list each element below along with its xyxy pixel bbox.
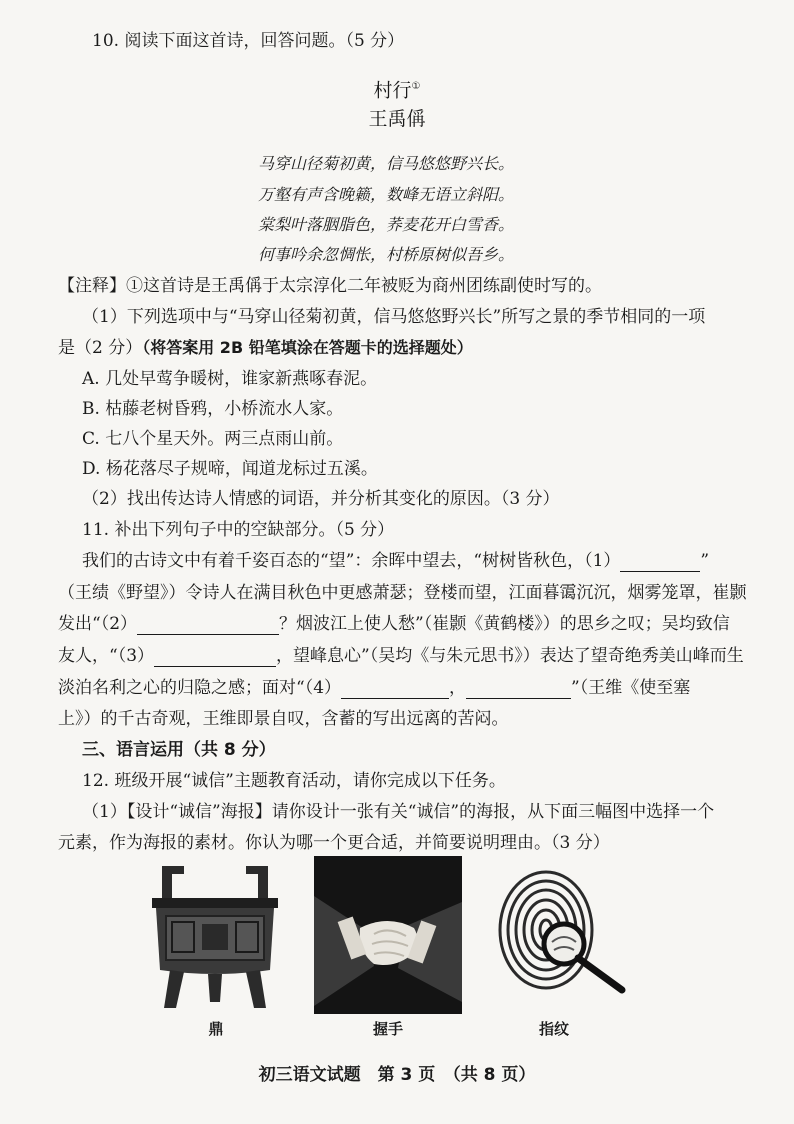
poem-line: 棠梨叶落胭脂色，荞麦花开白雪香。 — [258, 215, 515, 234]
q11-line-2: （王绩《野望》）令诗人在满目秋色中更感萧瑟；登楼而望，江面暮霭沉沉，烟雾笼罩，崔颢 — [58, 583, 747, 603]
answer-blank-4a[interactable] — [341, 680, 449, 699]
q11-text: ？烟波江上使人愁”（崔颢《黄鹤楼》）的思乡之叹；吴均致信 — [279, 614, 730, 634]
question-12-task-1: （1）【设计“诚信”海报】请你设计一张有关“诚信”的海报，从下面三幅图中选择一个 — [82, 802, 715, 822]
annotation: 【注释】①这首诗是王禹偁于太宗淳化二年被贬为商州团练副使时写的。 — [58, 276, 602, 296]
answer-instruction: （将答案用 2B 铅笔填涂在答题卡的选择题处） — [142, 338, 473, 357]
figure-caption-fingerprint: 指纹 — [538, 1020, 569, 1038]
poem-title — [0, 76, 794, 101]
option-a: A. 几处早莺争暖树，谁家新燕啄春泥。 — [82, 369, 378, 389]
q11-text: 我们的古诗文中有着千姿百态的“望”：余晖中望去，“树树皆秋色，（1） — [82, 551, 621, 571]
q11-line-3 — [58, 613, 730, 635]
answer-blank-2[interactable] — [137, 616, 279, 635]
poem-line: 何事吟余忽惆怅，村桥原树似吾乡。 — [258, 245, 515, 264]
question-score: 是（2 分） — [58, 338, 143, 358]
poem-author: 王禹偁 — [368, 108, 426, 130]
question-10-2: （2）找出传达诗人情感的词语，并分析其变化的原因。（3 分） — [82, 489, 560, 509]
poem-line: 万壑有声含晚籁，数峰无语立斜阳。 — [258, 185, 515, 204]
q11-line-6: 上》）的千古奇观，王维即景自叹，含蓄的写出远离的苦闷。 — [58, 709, 509, 729]
q11-text: ”（王维《使至塞 — [571, 678, 691, 698]
question-11-header: 11. 补出下列句子中的空缺部分。（5 分） — [82, 520, 395, 540]
q11-text: ，望峰息心”（吴均《与朱元思书》）表达了望奇绝秀美山峰而生 — [276, 646, 744, 666]
handshake-icon — [314, 856, 462, 1014]
answer-blank-3[interactable] — [154, 648, 276, 667]
option-c: C. 七八个星天外。两三点雨山前。 — [82, 429, 344, 449]
q11-text: ， — [449, 678, 467, 698]
question-12-task-1-cont: 元素，作为海报的素材。你认为哪一个更合适，并简要说明理由。（3 分） — [58, 833, 610, 853]
q11-text: 淡泊名利之心的归隐之感；面对“（4） — [58, 678, 342, 698]
footnote-mark: ① — [411, 81, 421, 92]
question-12-header: 12. 班级开展“诚信”主题教育活动，请你完成以下任务。 — [82, 771, 506, 791]
answer-blank-4b[interactable] — [466, 680, 571, 699]
q11-text: ” — [700, 551, 710, 571]
question-10-1-cont — [58, 337, 473, 359]
q11-line-1 — [82, 550, 709, 572]
fingerprint-magnifier-icon — [490, 862, 632, 1012]
page-footer: 初三语文试题 第 3 页 （共 8 页） — [258, 1065, 536, 1085]
question-10-1: （1）下列选项中与“马穿山径菊初黄，信马悠悠野兴长”所写之景的季节相同的一项 — [82, 307, 706, 327]
figure-caption-handshake: 握手 — [372, 1020, 403, 1038]
q11-text: 友人，“（3） — [58, 646, 155, 666]
ding-vessel-icon — [148, 862, 282, 1012]
question-10-header: 10. 阅读下面这首诗，回答问题。（5 分） — [92, 31, 405, 51]
option-b: B. 枯藤老树昏鸦，小桥流水人家。 — [82, 399, 344, 419]
poem-title-text: 村行 — [373, 79, 412, 102]
section-3-heading: 三、语言运用（共 8 分） — [82, 740, 276, 760]
poem-line: 马穿山径菊初黄，信马悠悠野兴长。 — [258, 154, 515, 173]
answer-blank-1[interactable] — [620, 553, 700, 572]
q11-text: 发出“（2） — [58, 614, 138, 634]
q11-line-5 — [58, 677, 690, 699]
option-d: D. 杨花落尽子规啼，闻道龙标过五溪。 — [82, 459, 378, 479]
figure-caption-ding: 鼎 — [208, 1020, 224, 1038]
q11-line-4 — [58, 645, 744, 667]
